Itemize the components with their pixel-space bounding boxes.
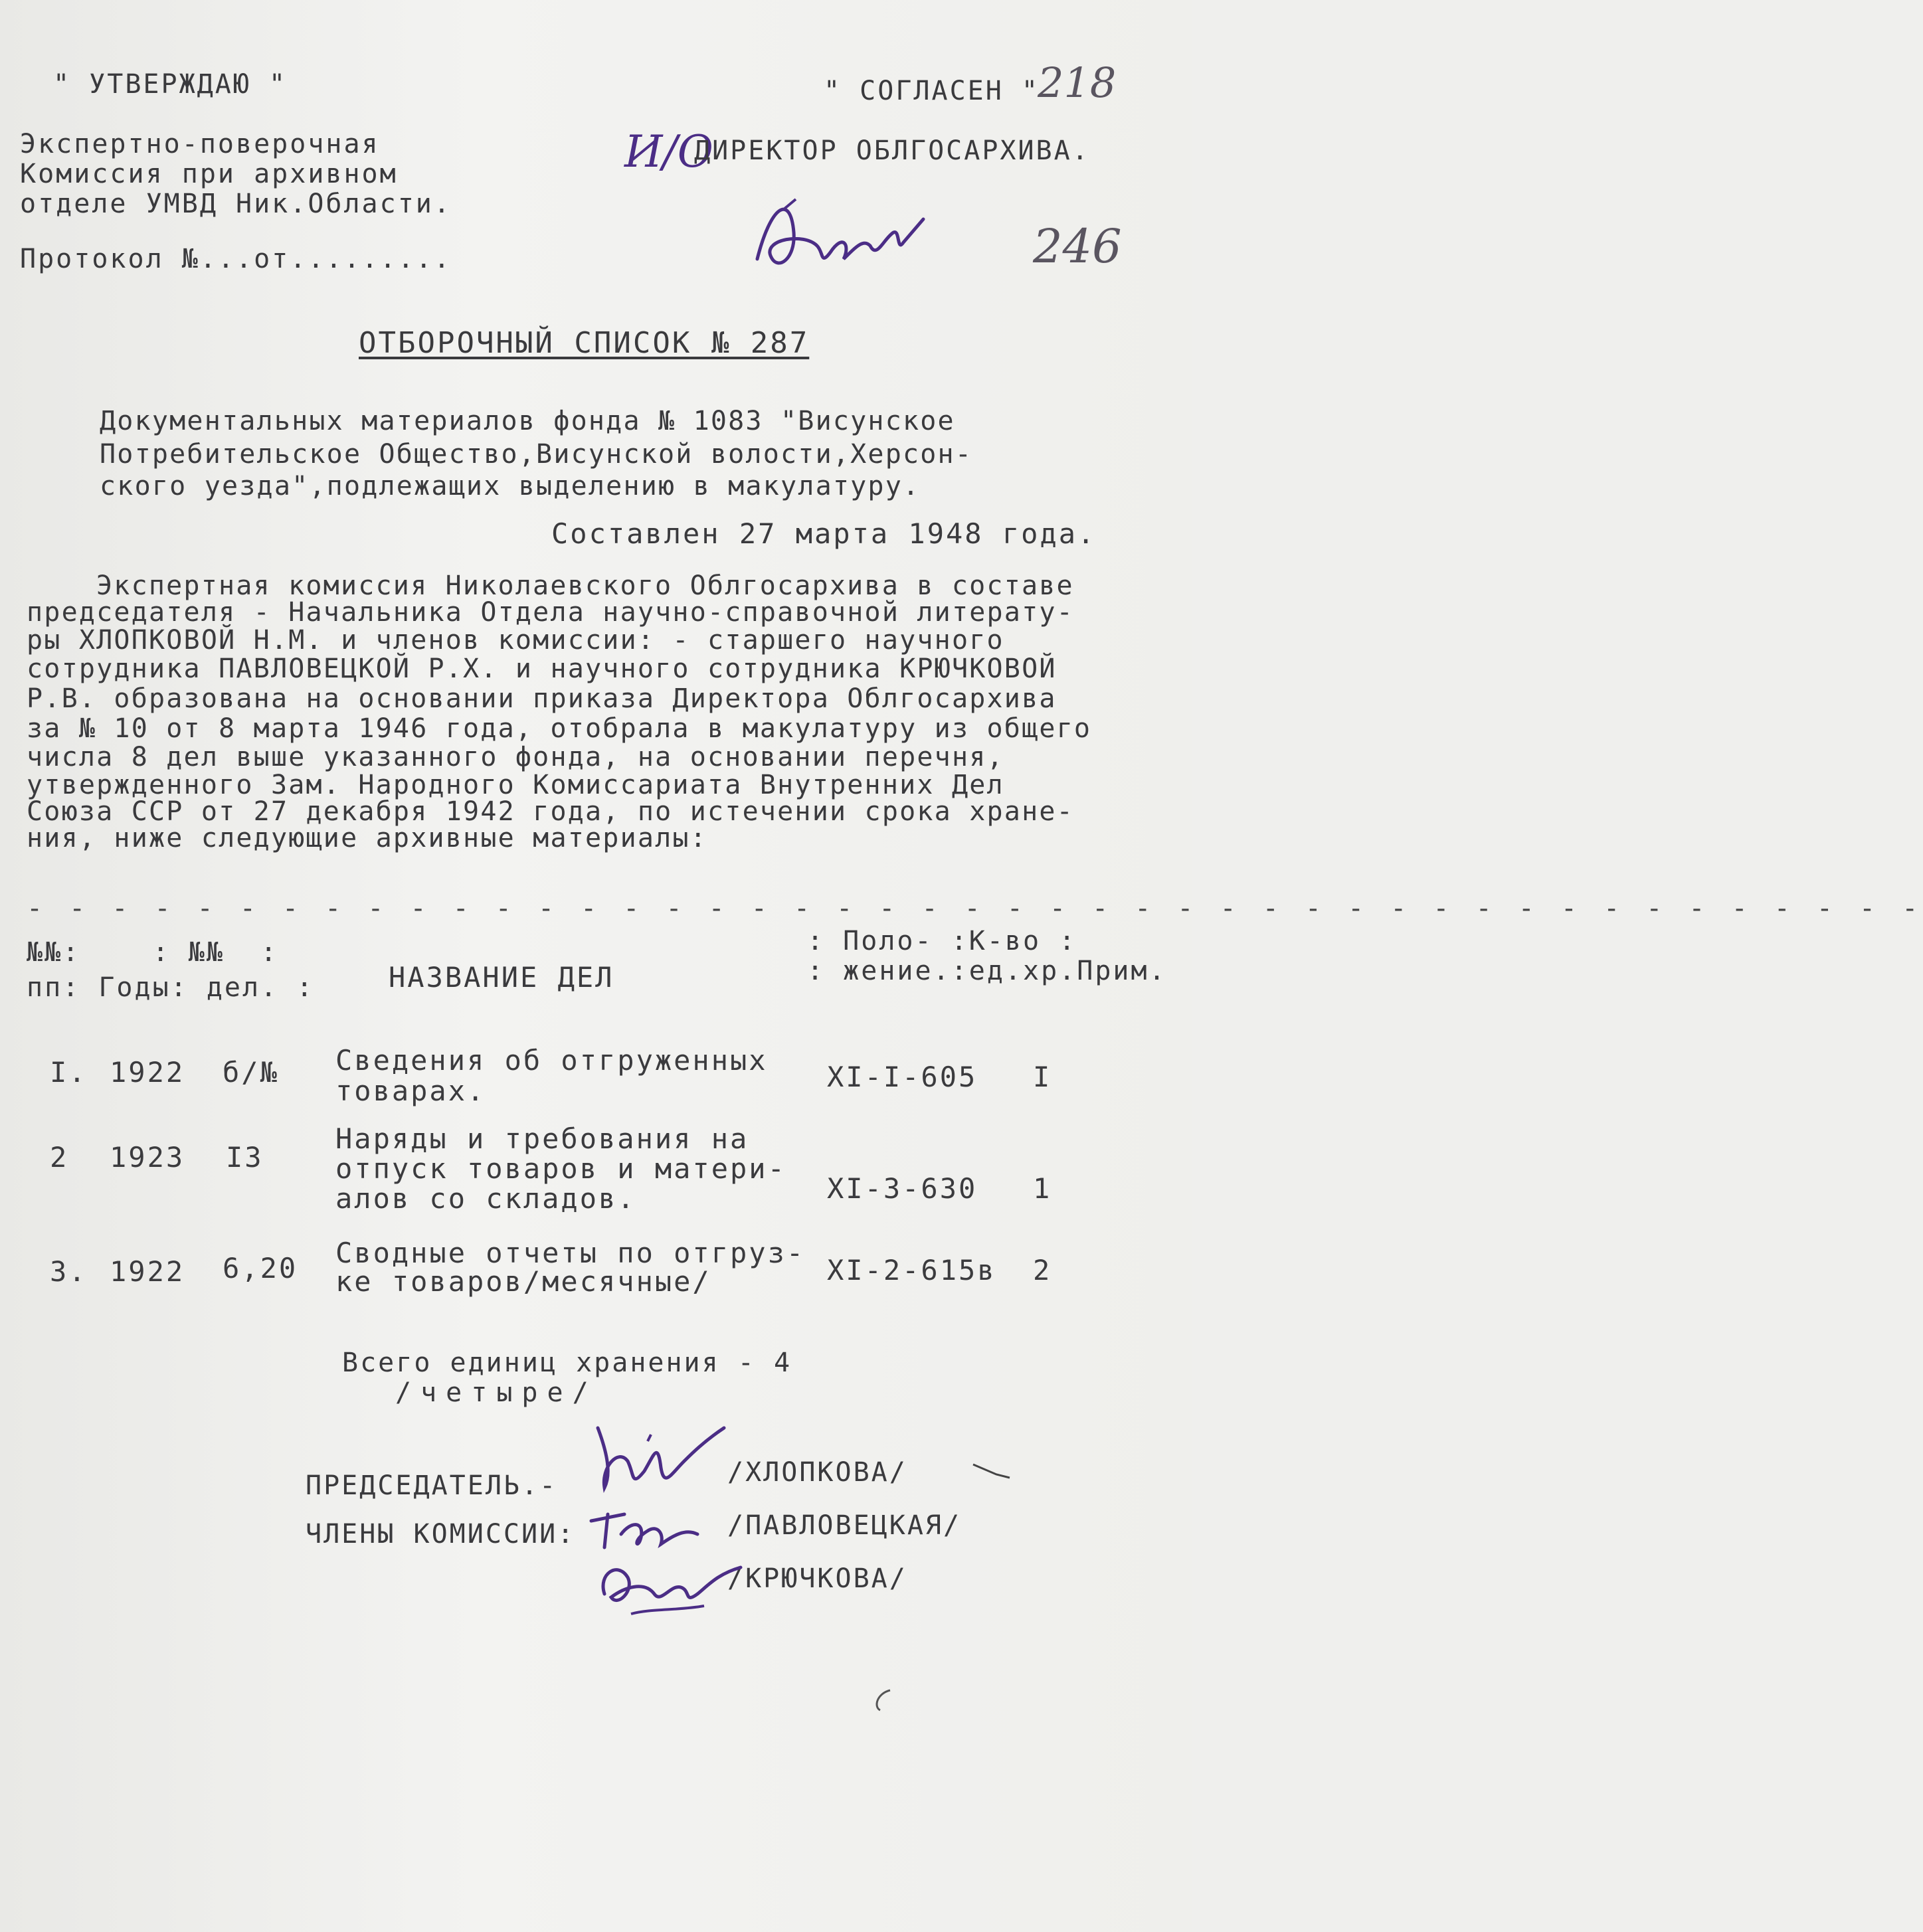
page-number-handwritten: 218 bbox=[1038, 58, 1117, 107]
row-year: 1922 bbox=[110, 1056, 185, 1089]
header-location-bottom: : жение.:ед.хр.Прим. bbox=[807, 956, 1167, 986]
paragraph-line-2: председателя - Начальника Отдела научно-справочной литерату- bbox=[27, 597, 1074, 628]
row-location: XI-2-615в bbox=[827, 1254, 996, 1286]
director-title: ДИРЕКТОР ОБЛГОСАРХИВА. bbox=[694, 135, 1090, 166]
row-case: 6,20 bbox=[223, 1252, 298, 1284]
paragraph-line-3: ры ХЛОПКОВОЙ Н.М. и членов комиссии: - старшего научного bbox=[27, 625, 1004, 656]
agreed-stamp: " СОГЛАСЕН " bbox=[824, 76, 1040, 106]
row-num: 2 bbox=[50, 1141, 69, 1174]
row-units: I bbox=[1033, 1061, 1052, 1093]
row-title-line-2: товарах. bbox=[335, 1075, 486, 1107]
chairman-label: ПРЕДСЕДАТЕЛЬ.- bbox=[306, 1470, 558, 1501]
row-units: 1 bbox=[1033, 1172, 1052, 1205]
table-top-rule: - - - - - - - - - - - - - - - - - - - - - - - - - - - - - - - - - - - - - - - - - - - - - bbox=[27, 893, 1923, 924]
members-label: ЧЛЕНЫ КОМИССИИ: bbox=[306, 1519, 576, 1549]
commission-line-1: Экспертно-поверочная bbox=[20, 129, 380, 159]
subject-line-1: Документальных материалов фонда № 1083 "Висунское bbox=[100, 406, 955, 436]
document-title: ОТБОРОЧНЫЙ СПИСОК № 287 bbox=[359, 326, 810, 360]
row-year: 1922 bbox=[110, 1255, 185, 1288]
paragraph-line-1: Экспертная комиссия Николаевского Облгосархива в составе bbox=[96, 571, 1074, 601]
paragraph-line-8: утвержденного Зам. Народного Комиссариата Внутренних Дел bbox=[27, 770, 1004, 800]
total-units: Всего единиц хранения - 4 bbox=[342, 1348, 792, 1378]
commission-line-3: отделе УМВД Ник.Области. bbox=[20, 189, 452, 219]
pencil-mark bbox=[864, 1687, 903, 1713]
member-name-2: /КРЮЧКОВА/ bbox=[727, 1563, 907, 1594]
paragraph-line-10: ния, ниже следующие архивные материалы: bbox=[27, 823, 707, 853]
chairman-name: /ХЛОПКОВА/ bbox=[727, 1457, 907, 1488]
paragraph-line-9: Союза ССР от 27 декабря 1942 года, по истечении срока хране- bbox=[27, 796, 1074, 827]
member-signature-2 bbox=[591, 1547, 751, 1627]
row-units: 2 bbox=[1033, 1254, 1052, 1286]
header-location-top: : Поло- :К-во : bbox=[807, 926, 1077, 956]
member-name-1: /ПАВЛОВЕЦКАЯ/ bbox=[727, 1510, 962, 1541]
subject-line-2: Потребительское Общество,Висунской волости,Херсон- bbox=[100, 439, 973, 470]
row-title-line-3: алов со складов. bbox=[335, 1182, 636, 1215]
compiled-date: Составлен 27 марта 1948 года. bbox=[551, 517, 1097, 550]
commission-line-2: Комиссия при архивном bbox=[20, 159, 398, 189]
row-title-line-2: ке товаров/месячные/ bbox=[335, 1265, 711, 1298]
row-year: 1923 bbox=[110, 1141, 185, 1174]
member-signature-1 bbox=[585, 1494, 737, 1554]
paragraph-line-4: сотрудника ПАВЛОВЕЦКОЙ Р.Х. и научного сотрудника КРЮЧКОВОЙ bbox=[27, 654, 1057, 684]
row-location: XI-3-630 bbox=[827, 1172, 978, 1205]
pencil-mark bbox=[970, 1458, 1023, 1484]
row-case: I3 bbox=[226, 1141, 264, 1174]
paragraph-line-7: числа 8 дел выше указанного фонда, на основании перечня, bbox=[27, 742, 1004, 772]
row-num: 3. bbox=[50, 1255, 88, 1288]
row-case: б/№ bbox=[223, 1056, 279, 1089]
header-title-col: НАЗВАНИЕ ДЕЛ bbox=[389, 961, 614, 994]
header-num-bottom: пп: Годы: дел. : bbox=[27, 972, 315, 1003]
acting-handwritten: И/О bbox=[624, 126, 713, 177]
director-signature bbox=[744, 179, 957, 286]
row-title-line-2: отпуск товаров и матери- bbox=[335, 1152, 786, 1185]
row-location: XI-I-605 bbox=[827, 1061, 978, 1093]
approved-stamp: " УТВЕРЖДАЮ " bbox=[53, 69, 288, 100]
paragraph-line-5: Р.В. образована на основании приказа Директора Облгосархива bbox=[27, 683, 1057, 714]
protocol-line: Протокол №...от......... bbox=[20, 244, 452, 274]
row-num: I. bbox=[50, 1056, 88, 1089]
page-number-handwritten-2: 246 bbox=[1033, 219, 1122, 274]
paragraph-line-6: за № 10 от 8 марта 1946 года, отобрала в макулатуру из общего bbox=[27, 713, 1092, 744]
row-title-line-1: Сведения об отгруженных bbox=[335, 1044, 768, 1077]
row-title-line-1: Сводные отчеты по отгруз- bbox=[335, 1237, 806, 1269]
header-num-top: №№: : №№ : bbox=[27, 937, 279, 968]
row-title-line-1: Наряды и требования на bbox=[335, 1122, 749, 1155]
total-units-words: /четыре/ bbox=[395, 1377, 598, 1408]
subject-line-3: ского уезда",подлежащих выделению в макулатуру. bbox=[100, 471, 921, 501]
